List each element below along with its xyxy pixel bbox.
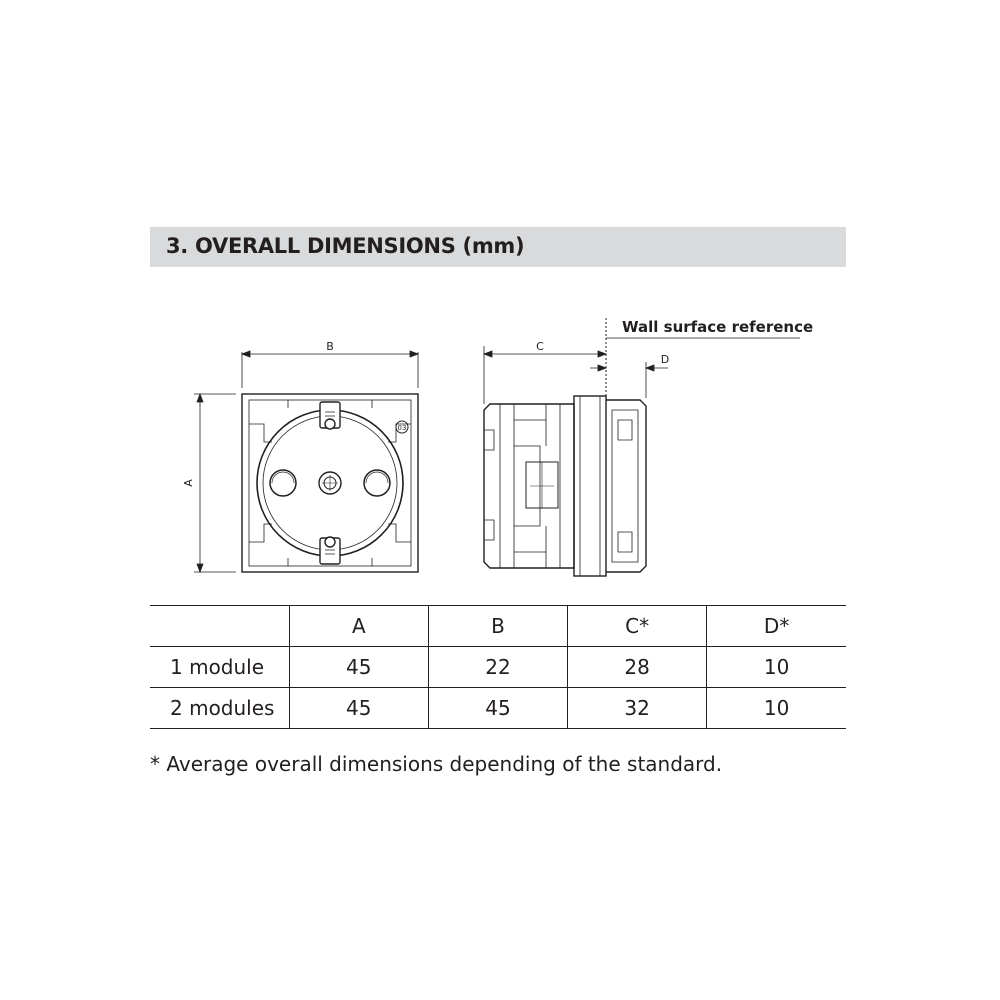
front-view [242,394,418,572]
dimension-b [242,351,418,388]
table-row [150,688,846,729]
wall-surface-label: Wall surface reference [622,318,814,336]
table-cell: 45 [289,647,428,688]
section-title: 3. OVERALL DIMENSIONS (mm) [166,234,525,258]
dimension-a [194,394,236,572]
table-cell: 45 [428,688,567,729]
dimension-c [484,346,606,404]
table-cell: 10 [707,647,846,688]
table-cell: 10 [707,688,846,729]
table-header-cell: D* [707,606,846,647]
dimensions-table [150,605,846,729]
table-cell: 28 [568,647,707,688]
table-row [150,647,846,688]
table-header-cell [150,606,289,647]
dimension-b-label: B [326,340,334,353]
table-header-cell: C* [568,606,707,647]
dimension-d-label: D [660,353,670,366]
dimension-d [590,362,668,398]
table-cell: 45 [289,688,428,729]
table-header-cell: B [428,606,567,647]
table-cell: 22 [428,647,567,688]
footnote: * Average overall dimensions depending of the standard. [150,752,723,776]
side-view [484,396,646,576]
table-header-row [150,606,846,647]
table-cell: 32 [568,688,707,729]
row-label: 2 modules [150,688,289,729]
front-view-mark: 03 [397,424,407,432]
dimension-a-label: A [182,479,195,487]
dimension-c-label: C [536,340,544,353]
table-header-cell: A [289,606,428,647]
row-label: 1 module [150,647,289,688]
